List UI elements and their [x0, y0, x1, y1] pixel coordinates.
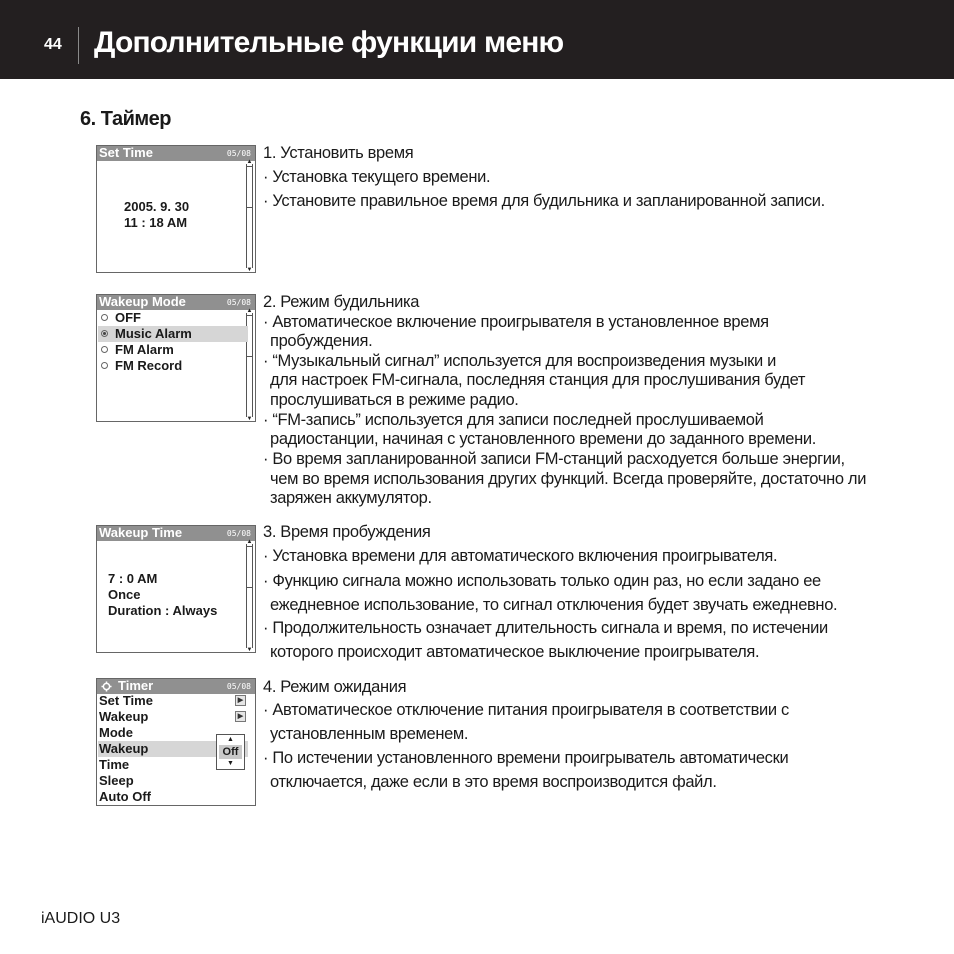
section-1-line: · Установка текущего времени.: [263, 168, 491, 186]
section-3-line: · Функцию сигнала можно использовать только один раз, но если задано ее: [263, 572, 821, 590]
section-2-heading: 2. Режим будильника: [263, 293, 420, 311]
page-title: Дополнительные функции меню: [94, 26, 564, 59]
option-fm-alarm[interactable]: [98, 342, 248, 358]
page-number: 44: [44, 36, 62, 53]
arrow-right-icon: ▶: [235, 711, 246, 722]
section-2-line: чем во время использования других функций. Всегда проверяйте, достаточно ли: [270, 470, 867, 488]
menu-item-auto-off[interactable]: [98, 789, 248, 805]
section-4-line: · По истечении установленного времени проигрыватель автоматически: [263, 749, 789, 767]
menu-item-set-time[interactable]: [98, 693, 248, 709]
section-3-heading: 3. Время пробуждения: [263, 523, 431, 541]
scrollbar: ▲ ▼: [246, 308, 253, 422]
wakeup-mode-screen: [96, 294, 256, 422]
time-value: 11 : 18 AM: [124, 215, 188, 230]
section-2-line: заряжен аккумулятор.: [270, 489, 432, 507]
option-fm-record[interactable]: [98, 358, 248, 374]
screen-title-bar: [97, 679, 255, 694]
value-popup[interactable]: [216, 734, 245, 770]
menu-item-sleep[interactable]: [98, 773, 248, 789]
option-label: FM Alarm: [115, 342, 174, 357]
gear-icon: [101, 681, 112, 692]
section-2-line: прослушиваться в режиме радио.: [270, 391, 519, 409]
section-1-line: · Установите правильное время для будильника и запланированной записи.: [263, 192, 825, 210]
menu-item-label: Wakeup: [99, 709, 149, 724]
wakeup-duration-value: Duration : Always: [108, 603, 218, 618]
option-music-alarm[interactable]: [98, 326, 248, 342]
set-time-screen: [96, 145, 256, 273]
menu-item-label: Time: [99, 757, 130, 772]
radio-selected-icon: [101, 330, 108, 337]
section-2-line: для настроек FM-сигнала, последняя станция для прослушивания будет: [270, 371, 806, 389]
screen-title-bar: [97, 295, 255, 310]
section-2-line: пробуждения.: [270, 332, 373, 350]
scrollbar: ▲ ▼: [246, 539, 253, 653]
section-4-line: отключается, даже если в это время воспроизводится файл.: [270, 773, 717, 791]
section-2-line: · Во время запланированной записи FM-станций расходуется больше энергии,: [263, 450, 845, 468]
product-name-footer: iAUDIO U3: [41, 910, 121, 927]
header-divider: [78, 27, 79, 64]
wakeup-time-value: 7 : 0 AM: [108, 571, 158, 586]
section-3-line: которого происходит автоматическое выключение проигрывателя.: [270, 643, 760, 661]
date-value: 2005. 9. 30: [124, 199, 190, 214]
menu-item-label: Set Time: [99, 693, 153, 708]
screen-title: Wakeup Mode: [99, 294, 186, 309]
menu-item-label: Mode: [99, 725, 133, 740]
section-4-line: установленным временем.: [270, 725, 469, 743]
section-2-line: · “FM-запись” используется для записи последней прослушиваемой: [263, 411, 764, 429]
screen-counter: 05/08: [226, 682, 251, 691]
option-off[interactable]: [98, 310, 248, 326]
section-1-heading: 1. Установить время: [263, 144, 414, 162]
screen-title-bar: [97, 526, 255, 541]
wakeup-repeat-value: Once: [108, 587, 141, 602]
section-4-heading: 4. Режим ожидания: [263, 678, 407, 696]
screen-counter: 05/08: [226, 149, 251, 158]
option-label: FM Record: [115, 358, 183, 373]
radio-icon: [101, 362, 108, 369]
timer-screen: [96, 678, 256, 806]
menu-item-label: Auto Off: [99, 789, 151, 804]
radio-icon: [101, 346, 108, 353]
section-2-line: · Автоматическое включение проигрывателя в установленное время: [263, 313, 769, 331]
section-3-line: · Установка времени для автоматического включения проигрывателя.: [263, 547, 778, 565]
option-label: Music Alarm: [115, 326, 192, 341]
wakeup-time-screen: [96, 525, 256, 653]
menu-item-label: Sleep: [99, 773, 134, 788]
option-label: OFF: [115, 310, 141, 325]
screen-counter: 05/08: [226, 298, 251, 307]
popup-value: Off: [219, 745, 242, 759]
radio-icon: [101, 314, 108, 321]
section-2-line: · “Музыкальный сигнал” используется для воспроизведения музыки и: [263, 352, 777, 370]
screen-counter: 05/08: [226, 529, 251, 538]
section-3-line: · Продолжительность означает длительность сигнала и время, по истечении: [263, 619, 828, 637]
screen-title: Wakeup Time: [99, 525, 183, 540]
screen-title-bar: [97, 146, 255, 161]
arrow-up-icon[interactable]: ▲: [227, 736, 234, 743]
screen-title: Set Time: [99, 145, 153, 160]
scroll-thumb: [247, 166, 252, 208]
menu-item-label: Wakeup: [99, 741, 149, 756]
section-4-line: · Автоматическое отключение питания проигрывателя в соответствии с: [263, 701, 789, 719]
scroll-thumb: [247, 546, 252, 588]
arrow-down-icon[interactable]: ▼: [227, 760, 234, 767]
section-title: 6. Таймер: [80, 108, 172, 130]
scrollbar: ▲ ▼: [246, 159, 253, 273]
section-3-line: ежедневное использование, то сигнал отключения будет звучать ежедневно.: [270, 596, 838, 614]
section-2-line: радиостанции, начиная с установленного времени до заданного времени.: [270, 430, 816, 448]
page-header: [0, 0, 954, 79]
menu-item-wakeup-1[interactable]: [98, 709, 248, 725]
screen-title: Timer: [118, 678, 154, 693]
arrow-right-icon: ▶: [235, 695, 246, 706]
